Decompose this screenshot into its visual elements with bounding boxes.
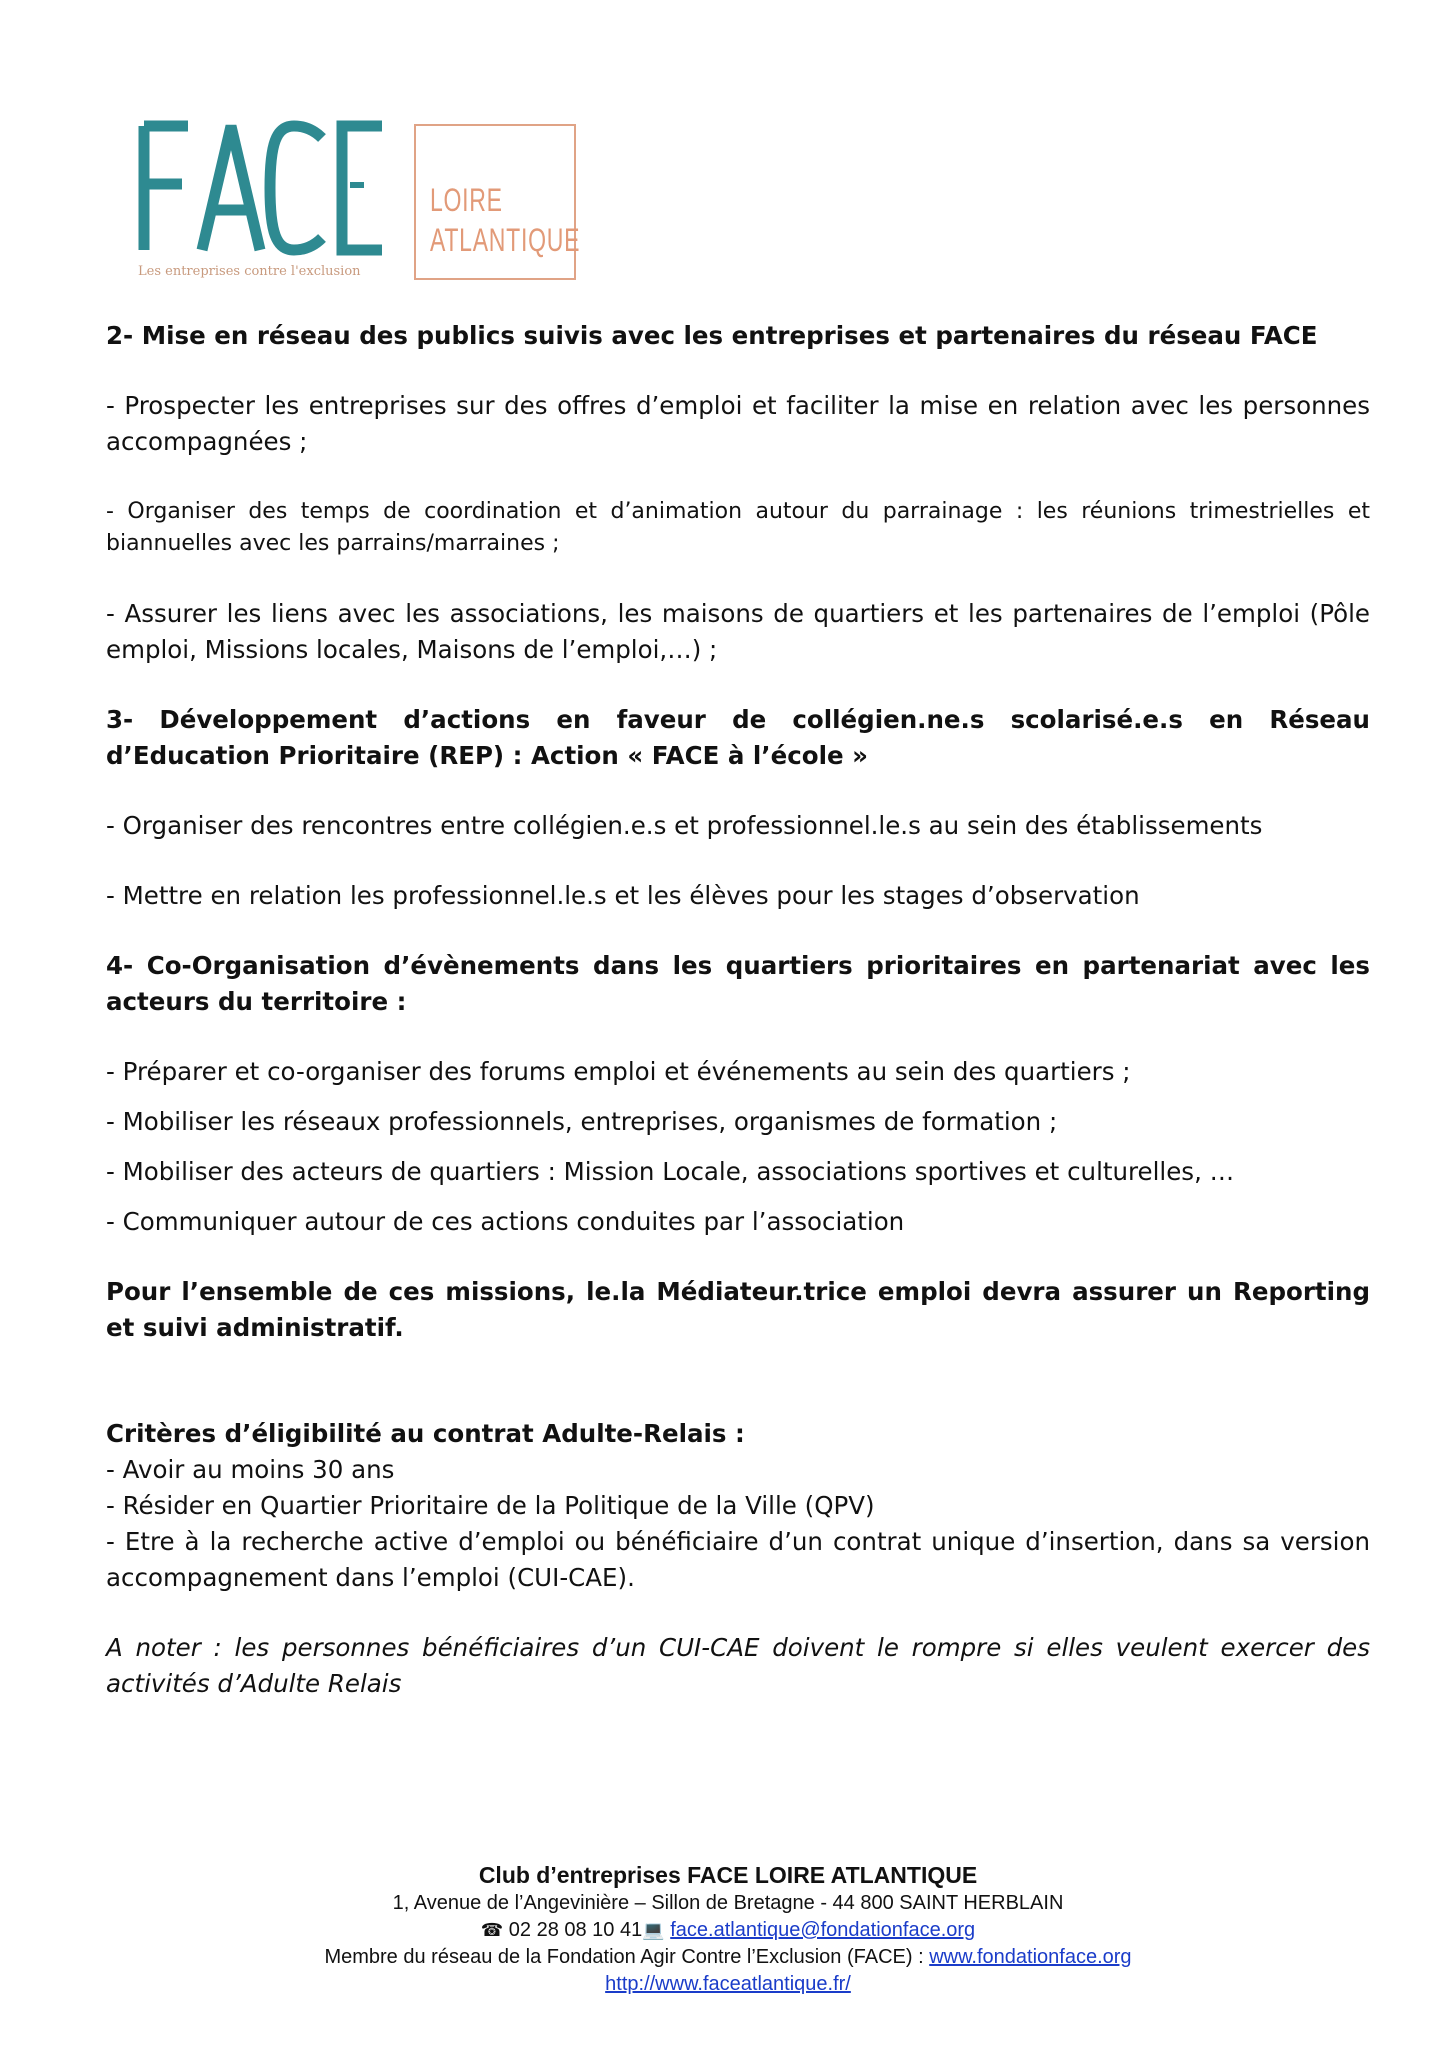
footer-website-link[interactable]: http://www.faceatlantique.fr/ (605, 1973, 851, 1995)
criteria-item-1: - Avoir au moins 30 ans (106, 1455, 395, 1484)
section-3-item-1: - Organiser des rencontres entre collégien.e.s et professionnel.le.s au sein des établissements (106, 811, 1263, 840)
section-2-title: 2- Mise en réseau des publics suivis avec les entreprises et partenaires du réseau FACE (106, 321, 1318, 350)
footer-website (0, 1971, 1456, 1998)
logo-box-line-2: ATLANTIQUE (430, 222, 581, 258)
section-2-item-1: - Prospecter les entreprises sur des offres d’emploi et faciliter la mise en relation avec les personnes accompagnées ; (106, 391, 1370, 456)
footer-title: Club d’entreprises FACE LOIRE ATLANTIQUE (478, 1862, 978, 1888)
page-footer (0, 1860, 1456, 1998)
section-3-item-2: - Mettre en relation les professionnel.le.s et les élèves pour les stages d’observation (106, 881, 1140, 910)
footer-phone: 02 28 08 10 41 (503, 1919, 643, 1941)
section-4-item-3: - Mobiliser des acteurs de quartiers : Mission Locale, associations sportives et culturelles, … (106, 1157, 1235, 1186)
section-4-item-2: - Mobiliser les réseaux professionnels, entreprises, organismes de formation ; (106, 1107, 1058, 1136)
document-body (106, 318, 1370, 1702)
logo-box-line-1: LOIRE (430, 182, 503, 218)
face-logo (136, 118, 586, 288)
section-4-title: 4- Co-Organisation d’évènements dans les quartiers prioritaires en partenariat avec les acteurs du territoire : (106, 951, 1370, 1016)
section-3-title: 3- Développement d’actions en faveur de collégien.ne.s scolarisé.e.s en Réseau d’Education Prioritaire (REP) : Action « FACE à l’école » (106, 705, 1370, 770)
computer-icon: 💻 (642, 1920, 665, 1940)
footer-address: 1, Avenue de l’Angevinière – Sillon de Bretagne - 44 800 SAINT HERBLAIN (392, 1892, 1064, 1914)
section-4-item-1: - Préparer et co-organiser des forums emploi et événements au sein des quartiers ; (106, 1057, 1131, 1086)
footer-email-link[interactable]: face.atlantique@fondationface.org (670, 1919, 976, 1941)
loire-atlantique-box (414, 124, 581, 280)
section-4-item-4: - Communiquer autour de ces actions conduites par l’association (106, 1207, 905, 1236)
logo-tagline: Les entreprises contre l'exclusion (138, 264, 361, 279)
criteria-note: A noter : les personnes bénéficiaires d’un CUI-CAE doivent le rompre si elles veulent exercer des activités d’Adulte Relais (106, 1633, 1370, 1698)
criteria-title: Critères d’éligibilité au contrat Adulte-Relais : (106, 1419, 745, 1448)
footer-member-link[interactable]: www.fondationface.org (929, 1946, 1132, 1968)
phone-icon: ☎ (480, 1920, 504, 1940)
footer-member-text: Membre du réseau de la Fondation Agir Contre l’Exclusion (FACE) : (324, 1946, 930, 1968)
face-wordmark-icon (136, 118, 396, 258)
footer-member (0, 1944, 1456, 1971)
missions-summary: Pour l’ensemble de ces missions, le.la Médiateur.trice emploi devra assurer un Reporting et suivi administratif. (106, 1277, 1370, 1342)
criteria-item-2: - Résider en Quartier Prioritaire de la Politique de la Ville (QPV) (106, 1491, 875, 1520)
criteria-item-3: - Etre à la recherche active d’emploi ou bénéficiaire d’un contrat unique d’insertion, dans sa version accompagnement dans l’emploi (CUI-CAE). (106, 1527, 1370, 1592)
section-2-item-3: - Assurer les liens avec les associations, les maisons de quartiers et les partenaires de l’emploi (Pôle emploi, Missions locales, Maisons de l’emploi,…) ; (106, 599, 1370, 664)
section-2-item-2: - Organiser des temps de coordination et d’animation autour du parrainage : les réunions trimestrielles et biannuelles avec les parrains/marraines ; (106, 499, 1370, 556)
footer-contact (0, 1917, 1456, 1944)
